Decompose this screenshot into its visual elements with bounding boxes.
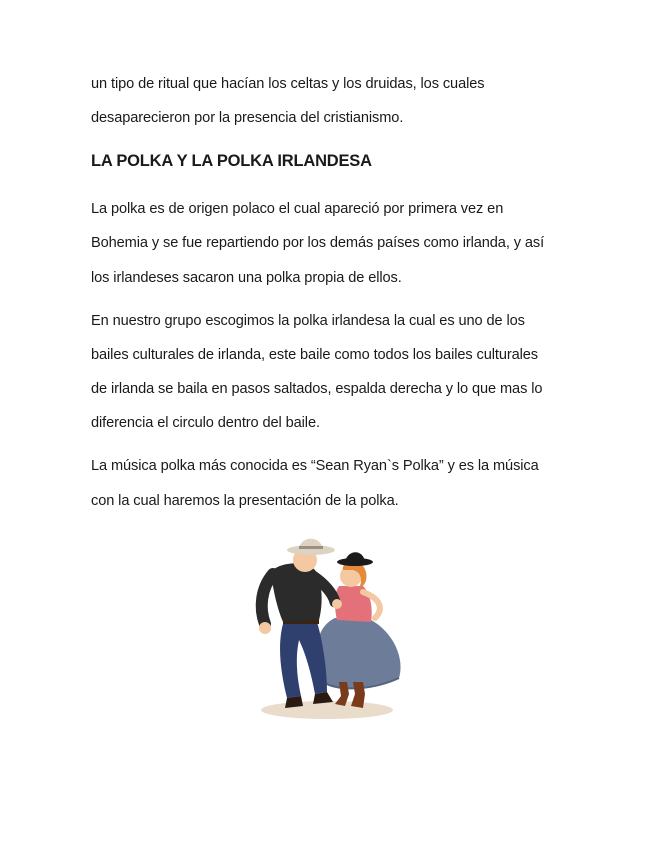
woman-skirt: [317, 618, 401, 688]
paragraph-line: un tipo de ritual que hacían los celtas y los druidas, los cuales: [91, 76, 485, 92]
shadow-ellipse: [261, 701, 393, 719]
paragraph-line: Bohemia y se fue repartiendo por los demás países como irlanda, y así: [91, 235, 545, 251]
section-heading: LA POLKA Y LA POLKA IRLANDESA: [91, 152, 372, 170]
paragraph-line: bailes culturales de irlanda, este baile como todos los bailes culturales: [91, 347, 538, 363]
paragraph-line: con la cual haremos la presentación de la polka.: [91, 493, 399, 509]
man-jeans: [280, 622, 327, 698]
dancing-couple-illustration: [243, 532, 413, 724]
paragraph-line: de irlanda se baila en pasos saltados, espalda derecha y lo que mas lo: [91, 381, 543, 397]
paragraph-line: La polka es de origen polaco el cual apareció por primera vez en: [91, 201, 504, 217]
paragraph-line: En nuestro grupo escogimos la polka irlandesa la cual es uno de los: [91, 313, 525, 329]
paragraph-line: desaparecieron por la presencia del cristianismo.: [91, 110, 404, 126]
paragraph-line: los irlandeses sacaron una polka propia de ellos.: [91, 270, 402, 286]
paragraph-line: La música polka más conocida es “Sean Ryan`s Polka” y es la música: [91, 458, 539, 474]
paragraph-line: diferencia el circulo dentro del baile.: [91, 415, 320, 431]
